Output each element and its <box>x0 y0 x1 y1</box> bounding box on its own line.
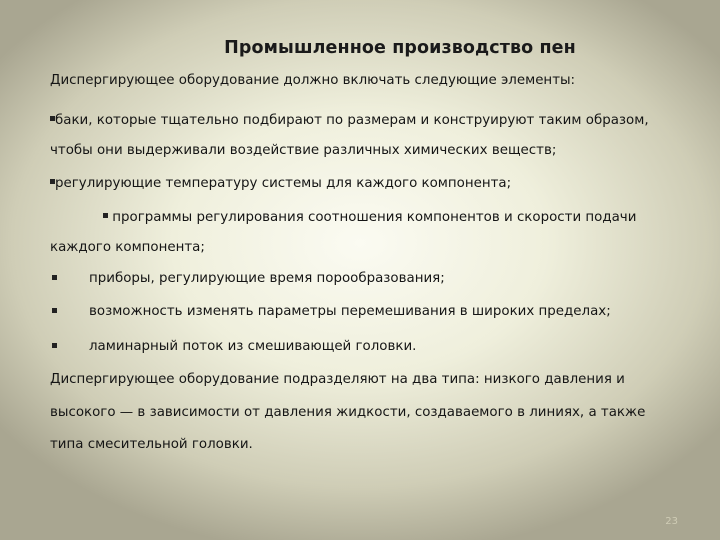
intro-text: Диспергирующее оборудование должно включать следующие элементы: <box>50 73 576 88</box>
bullet-square-icon <box>52 275 57 280</box>
bullet-item-tanks <box>50 112 649 129</box>
bullet-item-programs <box>103 209 636 226</box>
outro-text: высокого — в зависимости от давления жидкости, создаваемого в линиях, а также <box>50 405 646 420</box>
bullet-item-temperature <box>50 175 511 192</box>
slide-title: Промышленное производство пен <box>224 38 576 58</box>
bullet-item-devices: приборы, регулирующие время порообразования; <box>89 271 445 286</box>
bullet-square-icon <box>103 213 108 218</box>
bullet-text: регулирующие температуру системы для каждого компонента; <box>55 176 512 191</box>
bullet-square-icon <box>52 308 57 313</box>
bullet-text: баки, которые тщательно подбирают по размерам и конструируют таким образом, <box>55 113 649 128</box>
page-number: 23 <box>665 516 678 527</box>
bullet-item-parameters: возможность изменять параметры перемешивания в широких пределах; <box>89 304 611 319</box>
bullet-item-laminar: ламинарный поток из смешивающей головки. <box>89 339 417 354</box>
bullet-text: программы регулирования соотношения компонентов и скорости подачи <box>112 210 637 225</box>
bullet-square-icon <box>52 343 57 348</box>
bullet-continuation: чтобы они выдерживали воздействие различных химических веществ; <box>50 143 557 158</box>
outro-text: Диспергирующее оборудование подразделяют на два типа: низкого давления и <box>50 372 625 387</box>
bullet-continuation: каждого компонента; <box>50 240 205 255</box>
outro-text: типа смесительной головки. <box>50 437 253 452</box>
